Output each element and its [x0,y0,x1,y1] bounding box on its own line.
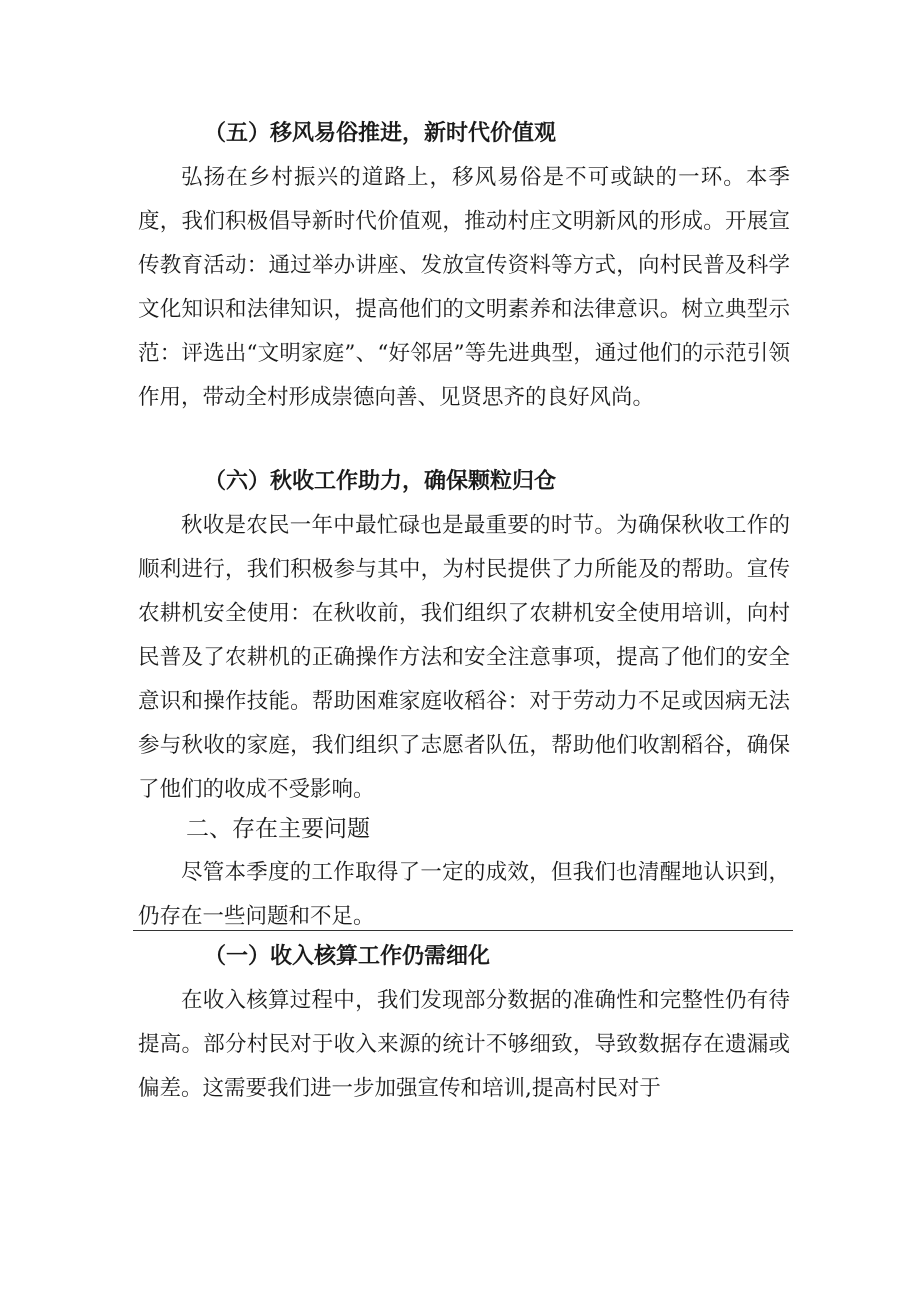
section-body-5: 弘扬在乡村振兴的道路上，移风易俗是不可或缺的一环。本季度，我们积极倡导新时代价值观，推动村庄文明新风的形成。开展宣传教育活动：通过举办讲座、发放宣传资料等方式，向村民普及科学文化知识和法律知识，提高他们的文明素养和法律意识。树立典型示范：评选出“文明家庭”、“好邻居”等先进典型，通过他们的示范引领作用，带动全村形成崇德向善、见贤思齐的良好风尚。 [138,165,790,410]
section-body-6: 秋收是农民一年中最忙碌也是最重要的时节。为确保秋收工作的顺利进行，我们积极参与其中，为村民提供了力所能及的帮助。宣传农耕机安全使用：在秋收前，我们组织了农耕机安全使用培训，向村民普及了农耕机的正确操作方法和安全注意事项，提高了他们的安全意识和操作技能。帮助困难家庭收稻谷：对于劳动力不足或因病无法参与秋收的家庭，我们组织了志愿者队伍，帮助他们收割稻谷，确保了他们的收成不受影响。 [138,513,790,802]
problem-body-1: 在收入核算过程中，我们发现部分数据的准确性和完整性仍有待提高。部分村民对于收入来源的统计不够细致，导致数据存在遗漏或偏差。这需要我们进一步加强宣传和培训,提高村民对于 [138,988,790,1101]
part-heading-problems: 二、存在主要问题 [186,816,370,842]
part-body-problems: 尽管本季度的工作取得了一定的成效，但我们也清醒地认识到，仍存在一些问题和不足。 [138,860,790,929]
page-divider [133,930,793,931]
problem-heading-1: （一）收入核算工作仍需细化 [204,944,491,969]
section-heading-5: （五）移风易俗推进，新时代价值观 [204,121,557,146]
section-heading-6: （六）秋收工作助力，确保颗粒归仓 [204,469,557,494]
